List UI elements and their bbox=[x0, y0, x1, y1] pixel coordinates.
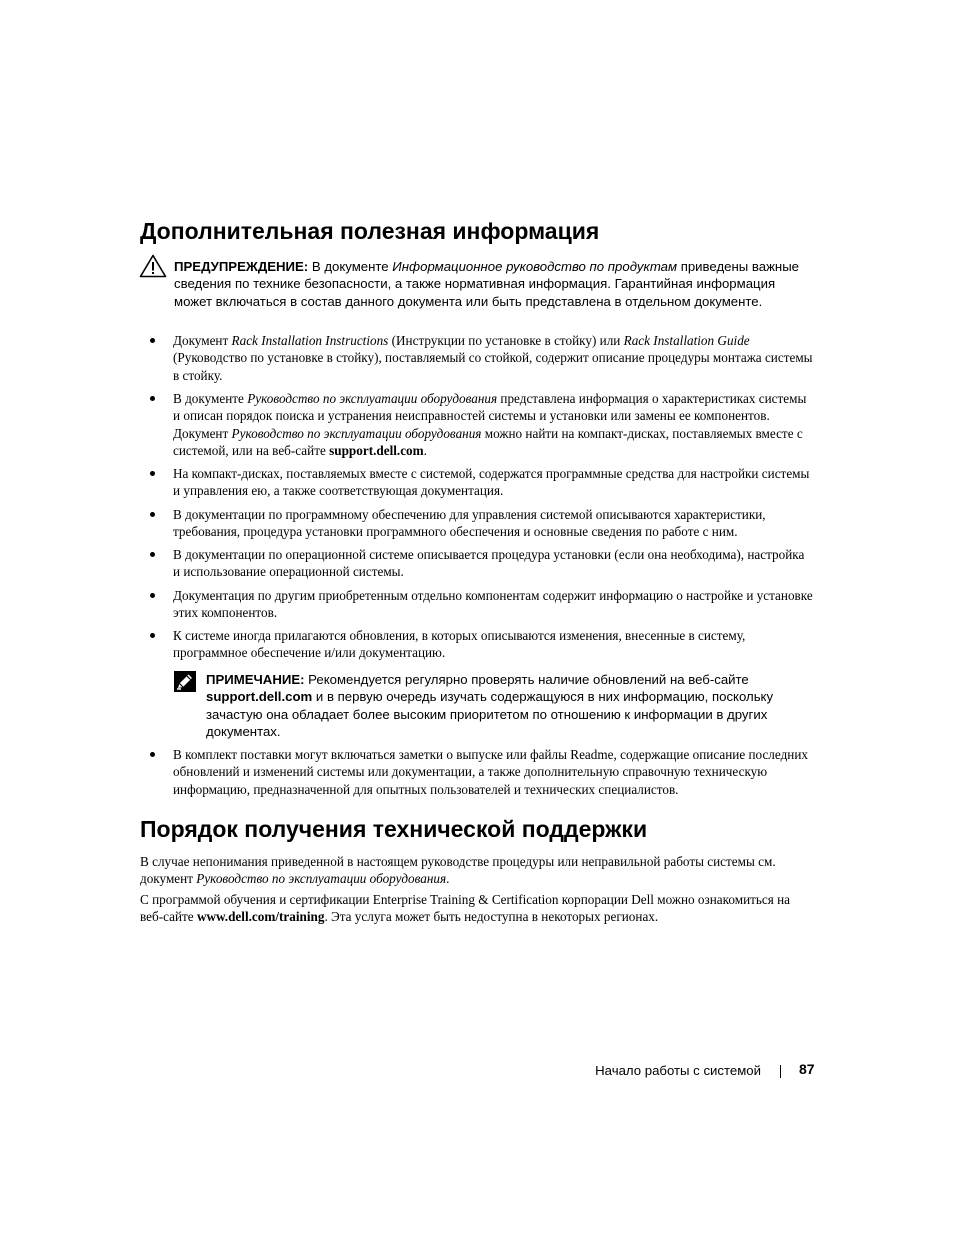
bullet-marker bbox=[150, 552, 155, 557]
list-item: Документ Rack Installation Instructions (Инструкции по установке в стойку) или Rack Installation Guide (Руководство по установке в стойку), поставляемый со стойкой, содержит описание процедуры монтажа системы в стойку. bbox=[173, 333, 813, 383]
note-label: ПРИМЕЧАНИЕ: bbox=[206, 672, 305, 687]
list-item: Документация по другим приобретенным отдельно компонентам содержит информацию о настройке и установке этих компонентов. bbox=[173, 588, 813, 621]
footer-section-name: Начало работы с системой bbox=[595, 1063, 761, 1078]
bullet-marker bbox=[150, 512, 155, 517]
support-link[interactable]: support.dell.com bbox=[329, 443, 424, 459]
section-heading-additional-info: Дополнительная полезная информация bbox=[140, 218, 600, 244]
paragraph: В случае непонимания приведенной в настоящем руководстве процедуры или неправильной работы системы см. документ Руководство по эксплуатации оборудования. bbox=[140, 854, 776, 887]
list-item: В документации по программному обеспечению для управления системой описываются характеристики, требования, процедура установки программного обеспечения и основные сведения по работе с ним. bbox=[173, 507, 766, 540]
list-item: В документации по операционной системе описывается процедура установки (если она необходима), настройка и использование операционной системы. bbox=[173, 547, 805, 580]
list-item: В комплект поставки могут включаться заметки о выпуске или файлы Readme, содержащие описание последних обновлений и изменений системы или документации, а также дополнительную справочную техническую информацию, предназначенной для опытных пользователей и технических специалистов. bbox=[173, 747, 808, 797]
support-link[interactable]: support.dell.com bbox=[206, 689, 313, 705]
bullet-marker bbox=[150, 471, 155, 476]
note-pencil-icon bbox=[174, 671, 196, 692]
training-link[interactable]: www.dell.com/training bbox=[196, 909, 325, 925]
warning-triangle-icon bbox=[139, 254, 167, 278]
footer-divider bbox=[780, 1065, 781, 1078]
list-item: К системе иногда прилагаются обновления, в которых описываются изменения, внесенные в систему, программное обеспечение и/или документацию. bbox=[173, 628, 746, 661]
bullet-marker bbox=[150, 396, 155, 401]
product-info-guide-title: Информационное руководство по продуктам bbox=[392, 259, 678, 274]
list-item: В документе Руководство по эксплуатации оборудования представлена информация о характеристиках системы и описан порядок поиска и устранения неисправностей системы и установки или замены ее компонентов. Документ Руководство по эксплуатации оборудования можно найти на компакт-дисках, поставляемых вместе с системой, или на веб-сайте support.dell.com. bbox=[173, 391, 807, 459]
page-number: 87 bbox=[799, 1061, 815, 1077]
bullet-marker bbox=[150, 633, 155, 638]
bullet-marker bbox=[150, 338, 155, 343]
list-item: На компакт-дисках, поставляемых вместе с системой, содержатся программные средства для настройки системы и управления ею, а также соответствующая документация. bbox=[173, 466, 810, 499]
warning-label: ПРЕДУПРЕЖДЕНИЕ: bbox=[174, 259, 309, 274]
warning-notice: ПРЕДУПРЕЖДЕНИЕ: В документе Информационное руководство по продуктам приведены важные сведения по технике безопасности, а также нормативная информация. Гарантийная информация может включаться в состав данного документа или быть представлена в отдельном документе. bbox=[174, 259, 800, 309]
note-notice: ПРИМЕЧАНИЕ: Рекомендуется регулярно проверять наличие обновлений на веб-сайте support.dell.com и в первую очередь изучать содержащуюся в них информацию, поскольку зачастую она обладает более высоким приоритетом по отношению к информации в других документах. bbox=[206, 672, 774, 740]
section-heading-tech-support: Порядок получения технической поддержки bbox=[140, 816, 648, 842]
bullet-marker bbox=[150, 593, 155, 598]
bullet-marker bbox=[150, 752, 155, 757]
paragraph: С программой обучения и сертификации Enterprise Training & Certification корпорации Dell можно ознакомиться на веб-сайте www.dell.com/training. Эта услуга может быть недоступна в некоторых регионах. bbox=[140, 892, 791, 925]
